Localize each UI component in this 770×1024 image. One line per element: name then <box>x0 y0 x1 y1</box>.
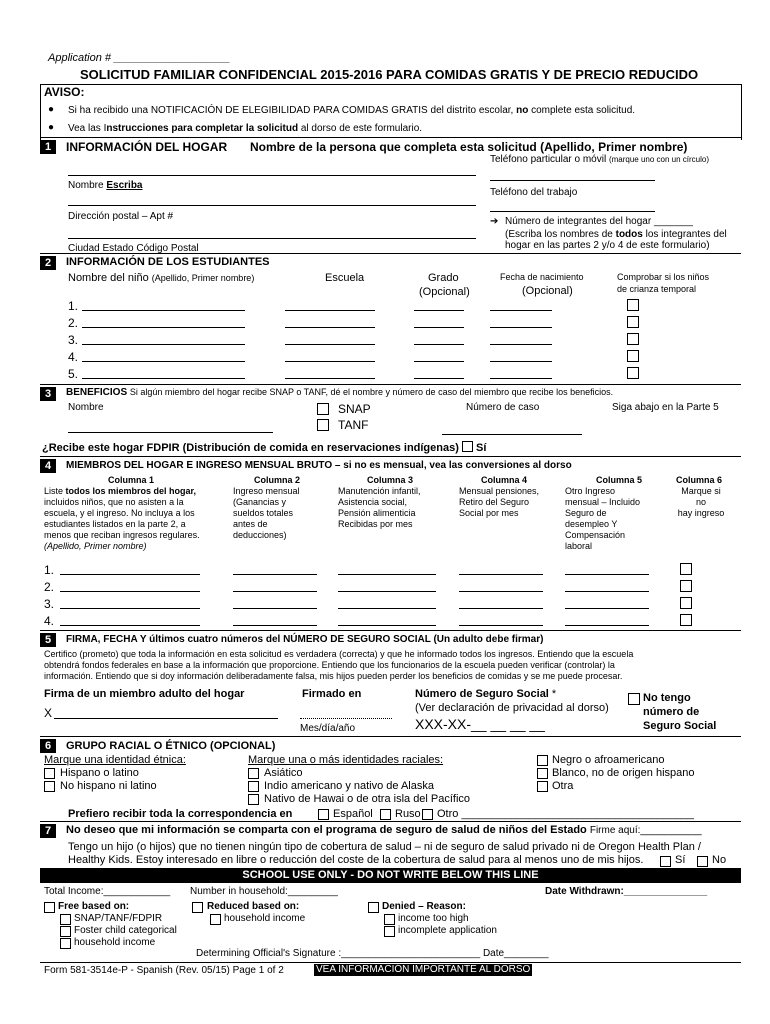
member-row-number: 4. <box>44 614 55 628</box>
reduced-income-checkbox[interactable] <box>210 914 221 925</box>
earnings-field[interactable] <box>233 574 317 575</box>
foster-checkbox[interactable] <box>627 299 639 311</box>
ssn-label: Número de Seguro Social * <box>415 688 557 700</box>
fdpir-checkbox[interactable] <box>462 441 473 452</box>
earnings-field[interactable] <box>233 591 317 592</box>
health-no-checkbox[interactable] <box>697 856 708 867</box>
tanf-checkbox[interactable] <box>317 419 329 431</box>
income-col-desc: Manutención infantil, <box>338 486 421 496</box>
signature-label: Firma de un miembro adulto del hogar <box>44 688 245 700</box>
school-field[interactable] <box>285 344 375 345</box>
free-income-checkbox[interactable] <box>60 938 71 949</box>
school-field[interactable] <box>285 361 375 362</box>
student-row-number: 3. <box>68 333 79 347</box>
other-income-field[interactable] <box>565 625 649 626</box>
incomplete-label: incomplete application <box>398 925 497 936</box>
certification-text: Certifico (prometo) que toda la información en esta solicitud es verdadera (correcta) y que he informado todos los ingresos. Entiendo que la escuela <box>44 649 634 659</box>
section-1-number: 1 <box>40 140 56 154</box>
free-income-label: household income <box>74 937 156 948</box>
snap-tanf-checkbox[interactable] <box>60 914 71 925</box>
col1-desc: (Apellido, Primer nombre) <box>44 541 147 551</box>
white-checkbox[interactable] <box>537 768 548 779</box>
other-race-checkbox[interactable] <box>537 781 548 792</box>
section-5-number: 5 <box>40 633 56 647</box>
dob-field[interactable] <box>490 361 552 362</box>
support-field[interactable] <box>338 625 436 626</box>
ssn-note: (Ver declaración de privacidad al dorso) <box>415 702 609 714</box>
income-col-desc: Seguro de <box>565 508 607 518</box>
income-col-desc: sueldos totales <box>233 508 294 518</box>
application-number: Application # ___________________ <box>48 52 231 64</box>
divider <box>40 253 741 254</box>
other-language-checkbox[interactable] <box>422 809 433 820</box>
no-ssn-checkbox[interactable] <box>628 693 640 705</box>
foster-checkbox[interactable] <box>627 367 639 379</box>
divider <box>40 137 741 138</box>
pension-field[interactable] <box>459 608 543 609</box>
no-income-checkbox[interactable] <box>680 614 692 626</box>
student-row-number: 1. <box>68 299 79 313</box>
american-indian-checkbox[interactable] <box>248 781 259 792</box>
black-label: Negro o afroamericano <box>552 754 665 766</box>
health-text-2: Healthy Kids. Estoy interesado en libre o reducción del coste de la cobertura de salud para al menos uno de mis hijos. <box>68 854 644 866</box>
income-col-desc: Social por mes <box>459 508 519 518</box>
denied-label: Denied – Reason: <box>382 901 466 912</box>
form-number: Form 581-3514e-P - Spanish (Rev. 05/15) Page 1 of 2 <box>44 965 284 976</box>
official-signature-label: Determining Official's Signature :_________________________ Date________ <box>196 948 549 959</box>
col-foster-2: de crianza temporal <box>617 284 697 294</box>
no-ssn-label-2: número de <box>643 706 700 718</box>
section-3-title: BENEFICIOS Si algún miembro del hogar recibe SNAP o TANF, dé el nombre y número de caso del miembro que recibe los beneficios. <box>66 387 614 398</box>
income-col-desc: antes de <box>233 519 268 529</box>
grade-field[interactable] <box>414 310 464 311</box>
section-3-number: 3 <box>40 387 56 401</box>
col1-desc: estudiantes listados en la parte 2, a <box>44 519 186 529</box>
income-col-desc: laboral <box>565 541 593 551</box>
home-phone-label: Teléfono particular o móvil (marque uno con un círculo) <box>490 154 710 165</box>
other-income-field[interactable] <box>565 591 649 592</box>
spanish-label: Español <box>333 808 373 820</box>
support-field[interactable] <box>338 591 436 592</box>
asian-label: Asiático <box>264 767 303 779</box>
divider <box>40 736 741 737</box>
section-4-number: 4 <box>40 459 56 473</box>
no-income-checkbox[interactable] <box>680 597 692 609</box>
snap-label: SNAP <box>338 402 371 416</box>
benefit-name-label: Nombre <box>68 402 104 413</box>
income-col-desc: (Ganancias y <box>233 497 287 507</box>
col-grade-optional: (Opcional) <box>419 286 470 298</box>
signature-x: X <box>44 706 53 720</box>
denied-checkbox[interactable] <box>368 902 379 913</box>
col-dob-optional: (Opcional) <box>522 285 573 297</box>
income-col-desc: Otro Ingreso <box>565 486 616 496</box>
address-label: Dirección postal – Apt # <box>68 211 174 222</box>
grade-field[interactable] <box>414 378 464 379</box>
income-col-header: Columna 6 <box>676 475 723 485</box>
other-race-label: Otra <box>552 780 574 792</box>
school-use-bar: SCHOOL USE ONLY - DO NOT WRITE BELOW THIS LINE <box>40 868 741 883</box>
work-phone-label: Teléfono del trabajo <box>490 187 578 198</box>
grade-field[interactable] <box>414 344 464 345</box>
date-field[interactable] <box>300 718 392 719</box>
arrow-icon: ➔ <box>490 216 499 227</box>
section-7-title: No deseo que mi información se comparta con el programa de seguro de salud de niños del Estado Firme aquí:__________ <box>66 824 702 836</box>
student-row-number: 4. <box>68 350 79 364</box>
case-number-field[interactable] <box>442 434 582 435</box>
foster-checkbox[interactable] <box>627 333 639 345</box>
student-name-field[interactable] <box>82 344 245 345</box>
certification-text: obtendrá fondos federales en base a la información que proporcione. Entiendo que los funcionarios de la escuela pueden verificar (controlar) la <box>44 660 615 670</box>
student-row-number: 5. <box>68 367 79 381</box>
health-yes-checkbox[interactable] <box>660 856 671 867</box>
section-2-title: INFORMACIÓN DE LOS ESTUDIANTES <box>66 256 270 268</box>
aviso-title: AVISO: <box>44 85 85 99</box>
income-col-desc: Mensual pensiones, <box>459 486 540 496</box>
dob-field[interactable] <box>490 344 552 345</box>
form-title: SOLICITUD FAMILIAR CONFIDENCIAL 2015-2016 PARA COMIDAS GRATIS Y DE PRECIO REDUCIDO <box>80 67 699 82</box>
member-name-field[interactable] <box>60 591 200 592</box>
col-child-name: Nombre del niño (Apellido, Primer nombre) <box>68 272 255 284</box>
date-format-label: Mes/día/año <box>300 723 356 734</box>
col-foster: Comprobar si los niños <box>617 272 710 282</box>
health-text-1: Tengo un hijo (o hijos) que no tienen ningún tipo de cobertura de salud – ni de seguro de salud privado ni de Oregon Health Plan / <box>68 841 701 853</box>
free-checkbox[interactable] <box>44 902 55 913</box>
income-col-desc: deducciones) <box>233 530 287 540</box>
section-5-title: FIRMA, FECHA Y últimos cuatro números del NÚMERO DE SEGURO SOCIAL (Un adulto debe firmar) <box>66 634 544 645</box>
support-field[interactable] <box>338 608 436 609</box>
hispanic-label: Hispano o latino <box>60 767 139 779</box>
bullet-icon: ● <box>48 122 55 133</box>
school-field[interactable] <box>285 378 375 379</box>
total-income-label: Total Income:____________ <box>44 886 171 897</box>
dob-field[interactable] <box>490 310 552 311</box>
income-col-desc: Recibidas por mes <box>338 519 413 529</box>
continue-part-5: Siga abajo en la Parte 5 <box>612 402 719 413</box>
white-label: Blanco, no de origen hispano <box>552 767 695 779</box>
incomplete-checkbox[interactable] <box>384 926 395 937</box>
col-grade: Grado <box>428 272 459 284</box>
grade-field[interactable] <box>414 327 464 328</box>
address-field[interactable] <box>68 238 476 239</box>
col1-desc: menos que reciban ingresos regulares. <box>44 530 200 540</box>
member-row-number: 1. <box>44 563 55 577</box>
signed-on-label: Firmado en <box>302 688 362 700</box>
foster-label: Foster child categorical <box>74 925 177 936</box>
household-number-label: Number in household:_________ <box>190 886 338 897</box>
divider <box>40 962 741 963</box>
no-ssn-label-3: Seguro Social <box>643 720 717 732</box>
snap-tanf-label: SNAP/TANF/FDPIR <box>74 913 163 924</box>
other-language-label: Otro ______________________________________ <box>437 808 694 820</box>
school-field[interactable] <box>285 327 375 328</box>
reduced-checkbox[interactable] <box>192 902 203 913</box>
section-4-title: MIEMBROS DEL HOGAR E INGRESO MENSUAL BRUTO – si no es mensual, vea las conversiones al dorso <box>66 460 572 471</box>
student-name-field[interactable] <box>82 378 245 379</box>
section-2-number: 2 <box>40 256 56 270</box>
income-col-desc: Marque si <box>681 486 721 496</box>
household-count-note-1: (Escriba los nombres de todos los integrantes del <box>505 229 727 240</box>
section-6-number: 6 <box>40 739 56 753</box>
member-name-field[interactable] <box>60 608 200 609</box>
divider <box>40 384 741 385</box>
spanish-checkbox[interactable] <box>318 809 329 820</box>
income-col-header: Columna 3 <box>367 475 414 485</box>
school-field[interactable] <box>285 310 375 311</box>
date-withdrawn-label: Date Withdrawn:_______________ <box>545 886 708 897</box>
col1-desc: incluidos niños, que no asisten a la <box>44 497 184 507</box>
income-col-desc: no <box>695 497 706 507</box>
income-col-desc: desempleo Y <box>565 519 618 529</box>
col1-header: Columna 1 <box>108 475 155 485</box>
household-count-label: Número de integrantes del hogar _______ <box>505 216 693 227</box>
divider <box>40 821 741 822</box>
applicant-name-field[interactable] <box>68 175 476 176</box>
no-income-checkbox[interactable] <box>680 580 692 592</box>
income-col-desc: Asistencia social, <box>338 497 408 507</box>
section-6-title: GRUPO RACIAL O ÉTNICO (OPCIONAL) <box>66 740 276 752</box>
other-income-field[interactable] <box>565 608 649 609</box>
work-phone-field[interactable] <box>490 211 655 212</box>
russian-checkbox[interactable] <box>380 809 391 820</box>
divider <box>40 456 741 457</box>
city-label: Ciudad Estado Código Postal <box>68 243 199 254</box>
foster-checkbox[interactable] <box>627 316 639 328</box>
pension-field[interactable] <box>459 574 543 575</box>
household-count-note-2: hogar en las partes 2 y/o 4 de este formulario) <box>505 240 710 251</box>
health-yes-label: Sí <box>675 854 686 866</box>
earnings-field[interactable] <box>233 608 317 609</box>
income-col-desc: Pensión alimenticia <box>338 508 416 518</box>
income-col-header: Columna 2 <box>254 475 301 485</box>
member-row-number: 2. <box>44 580 55 594</box>
income-high-label: income too high <box>398 913 469 924</box>
not-hispanic-checkbox[interactable] <box>44 781 55 792</box>
dob-field[interactable] <box>490 378 552 379</box>
income-high-checkbox[interactable] <box>384 914 395 925</box>
black-checkbox[interactable] <box>537 755 548 766</box>
member-row-number: 3. <box>44 597 55 611</box>
support-field[interactable] <box>338 574 436 575</box>
foster-checkbox[interactable] <box>60 926 71 937</box>
name-label: Nombre Escriba <box>68 180 143 191</box>
case-number-label: Número de caso <box>466 402 540 413</box>
bullet-icon: ● <box>48 104 55 115</box>
snap-checkbox[interactable] <box>317 403 329 415</box>
asian-checkbox[interactable] <box>248 768 259 779</box>
russian-label: Ruso <box>395 808 421 820</box>
student-row-number: 2. <box>68 316 79 330</box>
american-indian-label: Indio americano y nativo de Alaska <box>264 780 434 792</box>
pension-field[interactable] <box>459 625 543 626</box>
home-phone-field[interactable] <box>490 180 655 181</box>
section-7-number: 7 <box>40 824 56 838</box>
reduced-label: Reduced based on: <box>207 901 300 912</box>
hispanic-checkbox[interactable] <box>44 768 55 779</box>
col-school: Escuela <box>325 272 365 284</box>
name-field[interactable] <box>68 205 476 206</box>
student-name-field[interactable] <box>82 327 245 328</box>
grade-field[interactable] <box>414 361 464 362</box>
col-dob: Fecha de nacimiento <box>500 272 584 282</box>
health-no-label: No <box>712 854 727 866</box>
reduced-income-label: household income <box>224 913 306 924</box>
race-label: Marque una o más identidades raciales: <box>248 754 444 766</box>
col1-desc-first: Liste todos los miembros del hogar, <box>44 486 197 496</box>
pension-field[interactable] <box>459 591 543 592</box>
aviso-bullet-1: Si ha recibido una NOTIFICACIÓN DE ELEGIBILIDAD PARA COMIDAS GRATIS del distrito escolar, no complete esta solicitud. <box>68 105 636 116</box>
ethnicity-label: Marque una identidad étnica: <box>44 754 186 766</box>
divider <box>40 630 741 631</box>
income-col-desc: Compensación <box>565 530 626 540</box>
other-income-field[interactable] <box>565 574 649 575</box>
section-1-subtitle: Nombre de la persona que completa esta solicitud (Apellido, Primer nombre) <box>250 140 688 154</box>
earnings-field[interactable] <box>233 625 317 626</box>
student-name-field[interactable] <box>82 361 245 362</box>
fdpir-question: ¿Recibe este hogar FDPIR (Distribución de comida en reservaciones indígenas) Sí <box>42 442 487 454</box>
member-name-field[interactable] <box>60 625 200 626</box>
income-col-desc: Retiro del Seguro <box>459 497 530 507</box>
language-pref-label: Prefiero recibir toda la correspondencia en <box>68 808 293 820</box>
dob-field[interactable] <box>490 327 552 328</box>
income-col-desc: mensual – Incluido <box>565 497 641 507</box>
foster-checkbox[interactable] <box>627 350 639 362</box>
not-hispanic-label: No hispano ni latino <box>60 780 157 792</box>
col1-desc: escuela, y el ingreso. No incluya a los <box>44 508 195 518</box>
member-name-field[interactable] <box>60 574 200 575</box>
income-col-header: Columna 5 <box>596 475 643 485</box>
important-note: VEA INFORMACIÓN IMPORTANTE AL DORSO <box>316 964 531 975</box>
income-col-desc: hay ingreso <box>677 508 725 518</box>
free-label: Free based on: <box>58 901 130 912</box>
aviso-bullet-2: Vea las Instrucciones para completar la solicitud al dorso de este formulario. <box>68 123 423 134</box>
signature-field[interactable] <box>54 718 278 719</box>
pacific-islander-checkbox[interactable] <box>248 794 259 805</box>
income-col-desc: Ingreso mensual <box>233 486 300 496</box>
ssn-field[interactable]: XXX-XX-__ __ __ __ <box>415 716 545 732</box>
income-col-header: Columna 4 <box>481 475 528 485</box>
certification-text: información. Entiendo que si doy información deliberadamente falsa, mis hijos pueden perder los beneficios de comidas y se me puede procesar. <box>44 671 623 681</box>
pacific-islander-label: Nativo de Hawai o de otra isla del Pacífico <box>264 793 471 805</box>
benefit-name-field[interactable] <box>68 432 273 433</box>
section-1-title: INFORMACIÓN DEL HOGAR <box>66 140 228 154</box>
student-name-field[interactable] <box>82 310 245 311</box>
tanf-label: TANF <box>338 418 369 432</box>
no-income-checkbox[interactable] <box>680 563 692 575</box>
no-ssn-label: No tengo <box>643 692 691 704</box>
